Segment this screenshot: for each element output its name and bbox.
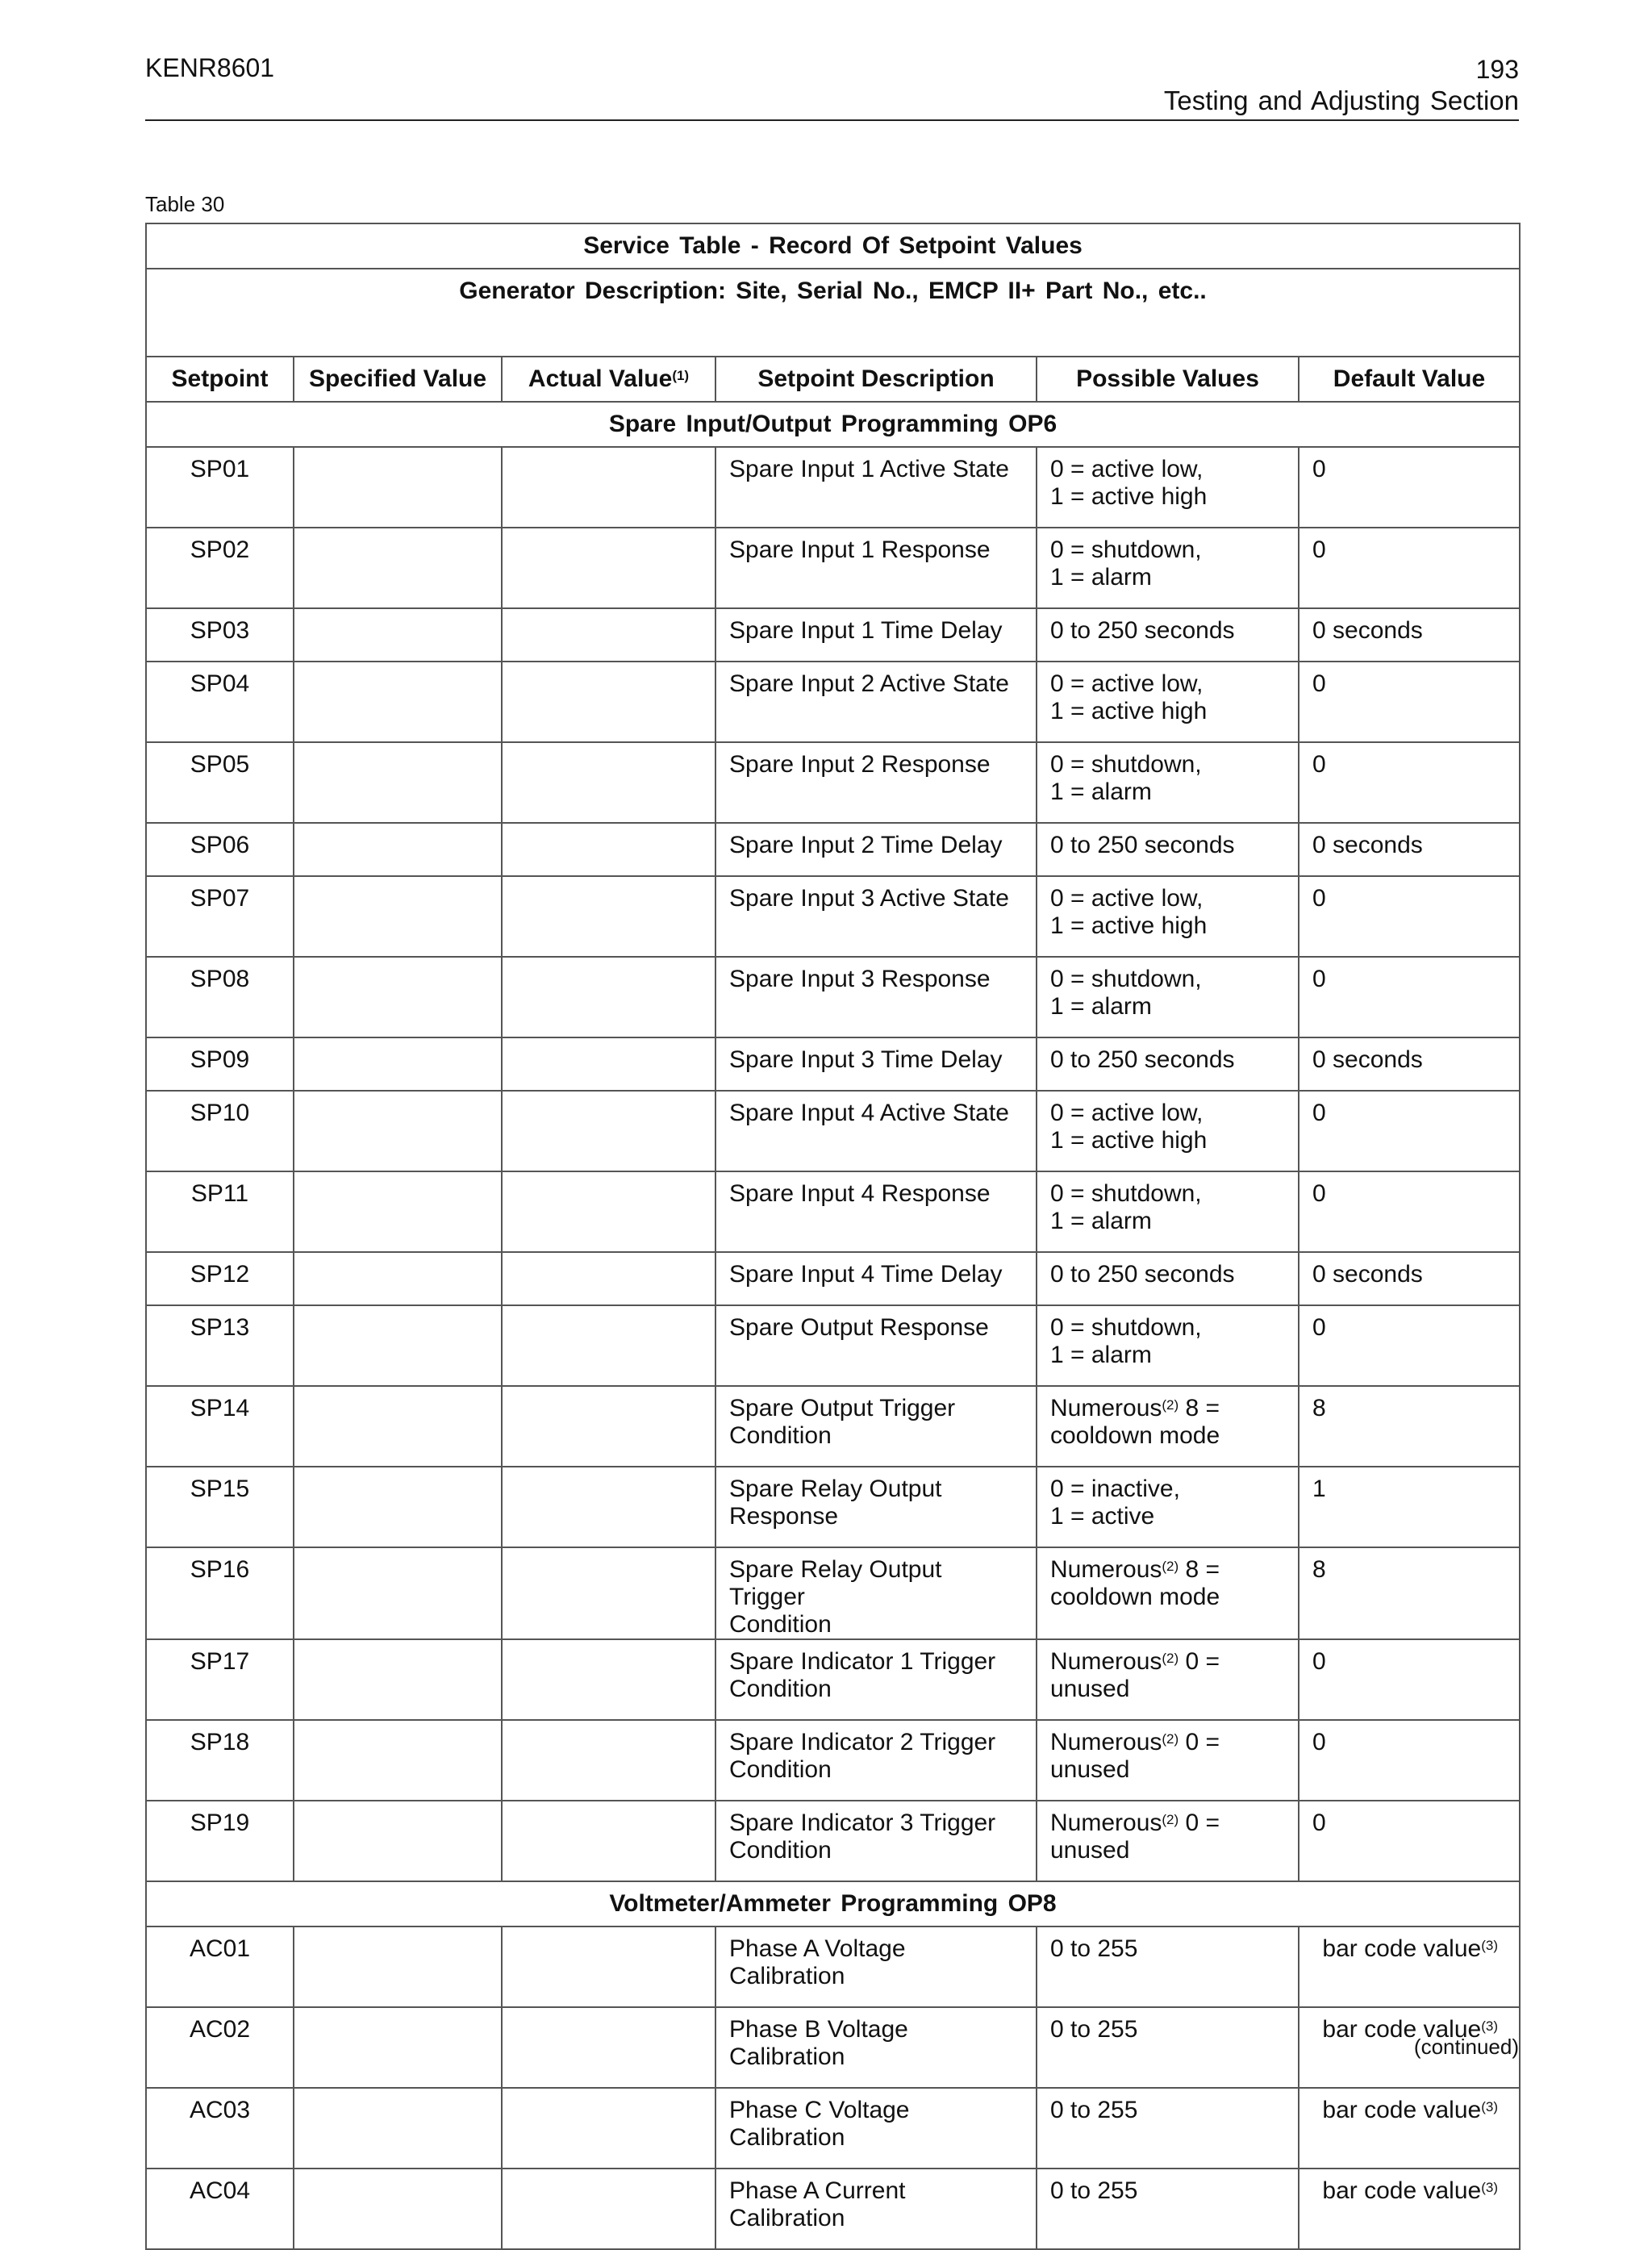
setpoint-code: SP12 <box>146 1252 294 1305</box>
description-line: Response <box>729 1503 839 1530</box>
setpoint-description <box>715 1639 1037 1720</box>
default-value-text: bar code value <box>1322 2016 1482 2043</box>
possible-value-line: unused <box>1050 1676 1130 1702</box>
setpoint-description <box>715 1801 1037 1881</box>
table-row <box>146 2169 1520 2249</box>
specified-value-cell[interactable] <box>294 1386 502 1467</box>
possible-value-line: 0 = shutdown, <box>1050 751 1202 778</box>
possible-value-line: 1 = active high <box>1050 1127 1208 1154</box>
default-value-text: 0 <box>1312 885 1326 912</box>
default-value-text: 1 <box>1312 1476 1326 1502</box>
setpoint-description <box>715 823 1037 876</box>
actual-value-label: Actual Value <box>528 365 673 392</box>
specified-value-cell[interactable] <box>294 608 502 662</box>
default-value-text: 0 <box>1312 1180 1326 1207</box>
setpoint-description <box>715 2088 1037 2169</box>
default-value-text: 0 <box>1312 536 1326 563</box>
description-line: Condition <box>729 1676 832 1702</box>
default-value <box>1299 1639 1520 1720</box>
table-row <box>146 528 1520 608</box>
possible-value-tail: 8 = <box>1179 1395 1220 1421</box>
actual-value-cell[interactable] <box>502 662 715 742</box>
possible-value-line: 0 = inactive, <box>1050 1476 1180 1502</box>
possible-value-line: 1 = active <box>1050 1503 1155 1530</box>
possible-value-line: 0 to 255 <box>1050 2097 1138 2123</box>
default-value-text: 0 <box>1312 1314 1326 1341</box>
setpoint-code: SP18 <box>146 1720 294 1801</box>
actual-value-cell[interactable] <box>502 1720 715 1801</box>
possible-value-line: 0 to 255 <box>1050 2177 1138 2204</box>
table-row <box>146 2088 1520 2169</box>
default-value <box>1299 1720 1520 1801</box>
specified-value-cell[interactable] <box>294 1547 502 1639</box>
possible-value-line: 0 = shutdown, <box>1050 536 1202 563</box>
possible-values <box>1037 1091 1299 1171</box>
possible-value-line: cooldown mode <box>1050 1584 1220 1610</box>
default-footnote: (3) <box>1481 1938 1498 1953</box>
possible-value-tail: 0 = <box>1179 1648 1220 1675</box>
possible-values <box>1037 2169 1299 2249</box>
default-value <box>1299 1547 1520 1639</box>
setpoint-code: SP17 <box>146 1639 294 1720</box>
possible-value-line: Numerous <box>1050 1556 1162 1583</box>
setpoint-code: SP01 <box>146 447 294 528</box>
table-row <box>146 447 1520 528</box>
default-footnote: (3) <box>1481 2099 1498 2114</box>
description-line: Spare Input 3 Active State <box>729 885 1009 912</box>
table-row <box>146 1252 1520 1305</box>
description-line: Spare Input 4 Response <box>729 1180 991 1207</box>
possible-values <box>1037 1037 1299 1091</box>
specified-value-cell[interactable] <box>294 1467 502 1547</box>
specified-value-cell[interactable] <box>294 447 502 528</box>
section-title: Testing and Adjusting Section <box>1163 86 1519 115</box>
default-value <box>1299 1037 1520 1091</box>
actual-value-cell[interactable] <box>502 1926 715 2007</box>
possible-footnote: (2) <box>1162 1559 1179 1574</box>
document-id: KENR8601 <box>145 53 275 82</box>
default-value <box>1299 1467 1520 1547</box>
actual-value-cell[interactable] <box>502 1386 715 1467</box>
setpoint-code: SP19 <box>146 1801 294 1881</box>
possible-value-line: 0 to 250 seconds <box>1050 1046 1235 1073</box>
actual-value-cell[interactable] <box>502 1252 715 1305</box>
table-row <box>146 1639 1520 1720</box>
setpoint-description <box>715 608 1037 662</box>
setpoint-description <box>715 742 1037 823</box>
actual-value-cell[interactable] <box>502 823 715 876</box>
possible-value-line: 0 = shutdown, <box>1050 1314 1202 1341</box>
specified-value-cell[interactable] <box>294 1926 502 2007</box>
table-title: Service Table - Record Of Setpoint Values <box>146 223 1520 269</box>
setpoint-code: SP04 <box>146 662 294 742</box>
description-line: Calibration <box>729 1963 845 1989</box>
actual-value-cell[interactable] <box>502 1037 715 1091</box>
possible-values <box>1037 1305 1299 1386</box>
possible-values <box>1037 1252 1299 1305</box>
possible-value-line: Numerous <box>1050 1648 1162 1675</box>
possible-value-line: 1 = alarm <box>1050 779 1152 805</box>
setpoint-description <box>715 1171 1037 1252</box>
possible-value-line: 0 to 250 seconds <box>1050 1261 1235 1288</box>
setpoint-description <box>715 528 1037 608</box>
table-caption: Table 30 <box>145 192 225 216</box>
table-row <box>146 1037 1520 1091</box>
page-number: 193 <box>1475 55 1519 84</box>
specified-value-cell[interactable] <box>294 957 502 1037</box>
possible-values <box>1037 1720 1299 1801</box>
specified-value-cell[interactable] <box>294 876 502 957</box>
possible-value-line: 0 to 255 <box>1050 2016 1138 2043</box>
possible-values <box>1037 2007 1299 2088</box>
possible-footnote: (2) <box>1162 1731 1179 1747</box>
default-value <box>1299 1252 1520 1305</box>
default-value-text: bar code value <box>1322 2097 1482 2123</box>
setpoint-description <box>715 2007 1037 2088</box>
actual-value-cell[interactable] <box>502 742 715 823</box>
default-value <box>1299 608 1520 662</box>
description-line: Condition <box>729 1837 832 1864</box>
specified-value-cell[interactable] <box>294 742 502 823</box>
description-line: Spare Input 1 Active State <box>729 456 1009 482</box>
table-row <box>146 957 1520 1037</box>
possible-values <box>1037 1467 1299 1547</box>
default-value <box>1299 1305 1520 1386</box>
possible-value-line: 0 to 250 seconds <box>1050 832 1235 858</box>
specified-value-cell[interactable] <box>294 1801 502 1881</box>
description-line: Spare Indicator 2 Trigger <box>729 1729 996 1755</box>
possible-footnote: (2) <box>1162 1812 1179 1827</box>
service-table <box>145 223 1521 2250</box>
possible-values <box>1037 1926 1299 2007</box>
setpoint-code: AC01 <box>146 1926 294 2007</box>
possible-value-line: 0 to 255 <box>1050 1935 1138 1962</box>
description-line: Spare Input 3 Response <box>729 966 991 992</box>
setpoint-description <box>715 662 1037 742</box>
section-title: Voltmeter/Ammeter Programming OP8 <box>146 1881 1520 1926</box>
actual-value-cell[interactable] <box>502 608 715 662</box>
description-line: Calibration <box>729 2043 845 2070</box>
table-row <box>146 742 1520 823</box>
setpoint-code: SP07 <box>146 876 294 957</box>
possible-value-line: 0 = active low, <box>1050 885 1204 912</box>
table-row <box>146 876 1520 957</box>
table-row <box>146 1926 1520 2007</box>
default-value-text: 8 <box>1312 1556 1326 1583</box>
possible-values <box>1037 662 1299 742</box>
description-line: Spare Input 2 Active State <box>729 670 1009 697</box>
default-value <box>1299 1171 1520 1252</box>
default-value <box>1299 662 1520 742</box>
default-value-text: 0 <box>1312 1648 1326 1675</box>
table-row <box>146 2007 1520 2088</box>
description-line: Calibration <box>729 2124 845 2151</box>
possible-value-line: 0 = shutdown, <box>1050 966 1202 992</box>
setpoint-description <box>715 1720 1037 1801</box>
description-line: Spare Input 2 Time Delay <box>729 832 1003 858</box>
description-line: Spare Output Trigger <box>729 1395 956 1421</box>
section-row <box>146 1881 1520 1926</box>
possible-values <box>1037 608 1299 662</box>
setpoint-description <box>715 1547 1037 1639</box>
table-row <box>146 1305 1520 1386</box>
table-row <box>146 1720 1520 1801</box>
setpoint-description <box>715 1926 1037 2007</box>
possible-values <box>1037 742 1299 823</box>
specified-value-cell[interactable] <box>294 1305 502 1386</box>
possible-values <box>1037 1801 1299 1881</box>
table-row <box>146 1171 1520 1252</box>
possible-value-line: 0 = shutdown, <box>1050 1180 1202 1207</box>
possible-value-tail: 8 = <box>1179 1556 1220 1583</box>
description-line: Condition <box>729 1756 832 1783</box>
possible-value-line: 0 = active low, <box>1050 670 1204 697</box>
description-line: Phase C Voltage <box>729 2097 910 2123</box>
possible-values <box>1037 447 1299 528</box>
column-header-default-value: Default Value <box>1299 357 1520 402</box>
description-line: Calibration <box>729 2205 845 2231</box>
setpoint-code: SP14 <box>146 1386 294 1467</box>
actual-value-cell[interactable] <box>502 2169 715 2249</box>
possible-value-line: cooldown mode <box>1050 1422 1220 1449</box>
column-header-actual-value <box>502 357 715 402</box>
table-row <box>146 823 1520 876</box>
specified-value-cell[interactable] <box>294 2088 502 2169</box>
specified-value-cell[interactable] <box>294 1091 502 1171</box>
default-value <box>1299 957 1520 1037</box>
specified-value-cell[interactable] <box>294 662 502 742</box>
possible-values <box>1037 1171 1299 1252</box>
description-line: Spare Input 4 Time Delay <box>729 1261 1003 1288</box>
default-value <box>1299 1386 1520 1467</box>
table-row <box>146 1386 1520 1467</box>
description-line: Condition <box>729 1422 832 1449</box>
default-value <box>1299 1926 1520 2007</box>
default-value-text: 0 seconds <box>1312 1046 1423 1073</box>
table-row <box>146 662 1520 742</box>
description-line: Spare Input 1 Response <box>729 536 991 563</box>
description-line: Spare Input 3 Time Delay <box>729 1046 1003 1073</box>
setpoint-code: SP10 <box>146 1091 294 1171</box>
setpoint-code: SP09 <box>146 1037 294 1091</box>
possible-values <box>1037 1547 1299 1639</box>
default-footnote: (3) <box>1481 2180 1498 2195</box>
possible-footnote: (2) <box>1162 1397 1179 1413</box>
default-value-text: 0 <box>1312 966 1326 992</box>
specified-value-cell[interactable] <box>294 1252 502 1305</box>
setpoint-description <box>715 876 1037 957</box>
setpoint-description <box>715 1091 1037 1171</box>
default-value-text: 0 <box>1312 456 1326 482</box>
actual-value-cell[interactable] <box>502 528 715 608</box>
description-line: Spare Output Response <box>729 1314 989 1341</box>
default-footnote: (3) <box>1481 2018 1498 2034</box>
actual-value-cell[interactable] <box>502 1639 715 1720</box>
table-row <box>146 1467 1520 1547</box>
actual-value-cell[interactable] <box>502 447 715 528</box>
specified-value-cell[interactable] <box>294 528 502 608</box>
possible-value-line: Numerous <box>1050 1729 1162 1755</box>
default-value <box>1299 2088 1520 2169</box>
description-line: Phase A Voltage <box>729 1935 906 1962</box>
actual-value-cell[interactable] <box>502 957 715 1037</box>
possible-value-line: Numerous <box>1050 1395 1162 1421</box>
description-line: Spare Input 2 Response <box>729 751 991 778</box>
description-line: Spare Indicator 3 Trigger <box>729 1810 996 1836</box>
description-line: Spare Input 4 Active State <box>729 1100 1009 1126</box>
default-value <box>1299 1091 1520 1171</box>
description-line: Condition <box>729 1611 832 1638</box>
actual-value-cell[interactable] <box>502 1801 715 1881</box>
table-row <box>146 1801 1520 1881</box>
setpoint-code: SP16 <box>146 1547 294 1639</box>
default-value <box>1299 876 1520 957</box>
actual-value-cell[interactable] <box>502 2088 715 2169</box>
default-value <box>1299 447 1520 528</box>
default-value-text: 0 seconds <box>1312 832 1423 858</box>
table-row <box>146 1091 1520 1171</box>
actual-value-cell[interactable] <box>502 1305 715 1386</box>
section-row <box>146 402 1520 447</box>
default-value-text: 8 <box>1312 1395 1326 1421</box>
section-title: Spare Input/Output Programming OP6 <box>146 402 1520 447</box>
possible-values <box>1037 1639 1299 1720</box>
setpoint-description <box>715 1467 1037 1547</box>
possible-values <box>1037 528 1299 608</box>
default-value-text: bar code value <box>1322 1935 1482 1962</box>
setpoint-code: SP11 <box>146 1171 294 1252</box>
setpoint-description <box>715 447 1037 528</box>
setpoint-code: AC02 <box>146 2007 294 2088</box>
specified-value-cell[interactable] <box>294 823 502 876</box>
actual-value-cell[interactable] <box>502 1091 715 1171</box>
possible-value-line: 1 = alarm <box>1050 993 1152 1020</box>
default-value-text: 0 <box>1312 1810 1326 1836</box>
default-value <box>1299 823 1520 876</box>
possible-values <box>1037 2088 1299 2169</box>
column-header-possible-values: Possible Values <box>1037 357 1299 402</box>
default-value-text: 0 seconds <box>1312 1261 1423 1288</box>
possible-value-line: 0 = active low, <box>1050 1100 1204 1126</box>
possible-value-tail: 0 = <box>1179 1810 1220 1836</box>
table-row <box>146 608 1520 662</box>
setpoint-code: SP08 <box>146 957 294 1037</box>
setpoint-code: SP06 <box>146 823 294 876</box>
default-value-text: 0 <box>1312 751 1326 778</box>
setpoint-description <box>715 1386 1037 1467</box>
description-line: Phase B Voltage <box>729 2016 908 2043</box>
default-value <box>1299 528 1520 608</box>
table-row <box>146 1547 1520 1639</box>
column-header-row <box>146 357 1520 402</box>
actual-value-cell[interactable] <box>502 1547 715 1639</box>
possible-value-line: 0 = active low, <box>1050 456 1204 482</box>
setpoint-code: AC03 <box>146 2088 294 2169</box>
actual-value-cell[interactable] <box>502 2007 715 2088</box>
column-header-setpoint: Setpoint <box>146 357 294 402</box>
setpoint-description <box>715 1305 1037 1386</box>
possible-values <box>1037 876 1299 957</box>
default-value-text: 0 seconds <box>1312 617 1423 644</box>
possible-value-tail: 0 = <box>1179 1729 1220 1755</box>
specified-value-cell[interactable] <box>294 1639 502 1720</box>
possible-value-line: 1 = alarm <box>1050 1208 1152 1234</box>
description-line: Spare Relay Output Trigger <box>729 1556 942 1610</box>
setpoint-code: SP02 <box>146 528 294 608</box>
column-header-setpoint-description: Setpoint Description <box>715 357 1037 402</box>
actual-value-footnote: (1) <box>672 368 690 383</box>
default-value <box>1299 742 1520 823</box>
possible-value-line: 0 to 250 seconds <box>1050 617 1235 644</box>
description-line: Spare Indicator 1 Trigger <box>729 1648 996 1675</box>
possible-value-line: unused <box>1050 1837 1130 1864</box>
specified-value-cell[interactable] <box>294 1171 502 1252</box>
actual-value-cell[interactable] <box>502 1171 715 1252</box>
setpoint-code: SP05 <box>146 742 294 823</box>
possible-values <box>1037 823 1299 876</box>
default-value <box>1299 2169 1520 2249</box>
setpoint-description <box>715 2169 1037 2249</box>
description-line: Phase A Current <box>729 2177 906 2204</box>
possible-value-line: 1 = alarm <box>1050 1342 1152 1368</box>
possible-value-line: Numerous <box>1050 1810 1162 1836</box>
possible-value-line: 1 = active high <box>1050 912 1208 939</box>
generator-description: Generator Description: Site, Serial No., EMCP II+ Part No., etc.. <box>146 269 1520 357</box>
default-value-text: bar code value <box>1322 2177 1482 2204</box>
possible-footnote: (2) <box>1162 1651 1179 1666</box>
possible-value-line: 1 = alarm <box>1050 564 1152 591</box>
possible-value-line: unused <box>1050 1756 1130 1783</box>
setpoint-code: SP03 <box>146 608 294 662</box>
actual-value-cell[interactable] <box>502 1467 715 1547</box>
default-value-text: 0 <box>1312 670 1326 697</box>
specified-value-cell[interactable] <box>294 2169 502 2249</box>
setpoint-description <box>715 1037 1037 1091</box>
setpoint-description <box>715 957 1037 1037</box>
specified-value-cell[interactable] <box>294 2007 502 2088</box>
default-value-text: 0 <box>1312 1100 1326 1126</box>
column-header-specified-value: Specified Value <box>294 357 502 402</box>
possible-value-line: 1 = active high <box>1050 698 1208 724</box>
continued-label: (continued) <box>1413 2035 1519 2059</box>
setpoint-description <box>715 1252 1037 1305</box>
setpoint-code: SP13 <box>146 1305 294 1386</box>
description-line: Spare Input 1 Time Delay <box>729 617 1003 644</box>
default-value <box>1299 1801 1520 1881</box>
possible-values <box>1037 1386 1299 1467</box>
actual-value-cell[interactable] <box>502 876 715 957</box>
page-header <box>145 53 1519 121</box>
setpoint-code: AC04 <box>146 2169 294 2249</box>
description-line: Spare Relay Output <box>729 1476 942 1502</box>
possible-values <box>1037 957 1299 1037</box>
possible-value-line: 1 = active high <box>1050 483 1208 510</box>
specified-value-cell[interactable] <box>294 1720 502 1801</box>
default-value-text: 0 <box>1312 1729 1326 1755</box>
setpoint-code: SP15 <box>146 1467 294 1547</box>
specified-value-cell[interactable] <box>294 1037 502 1091</box>
